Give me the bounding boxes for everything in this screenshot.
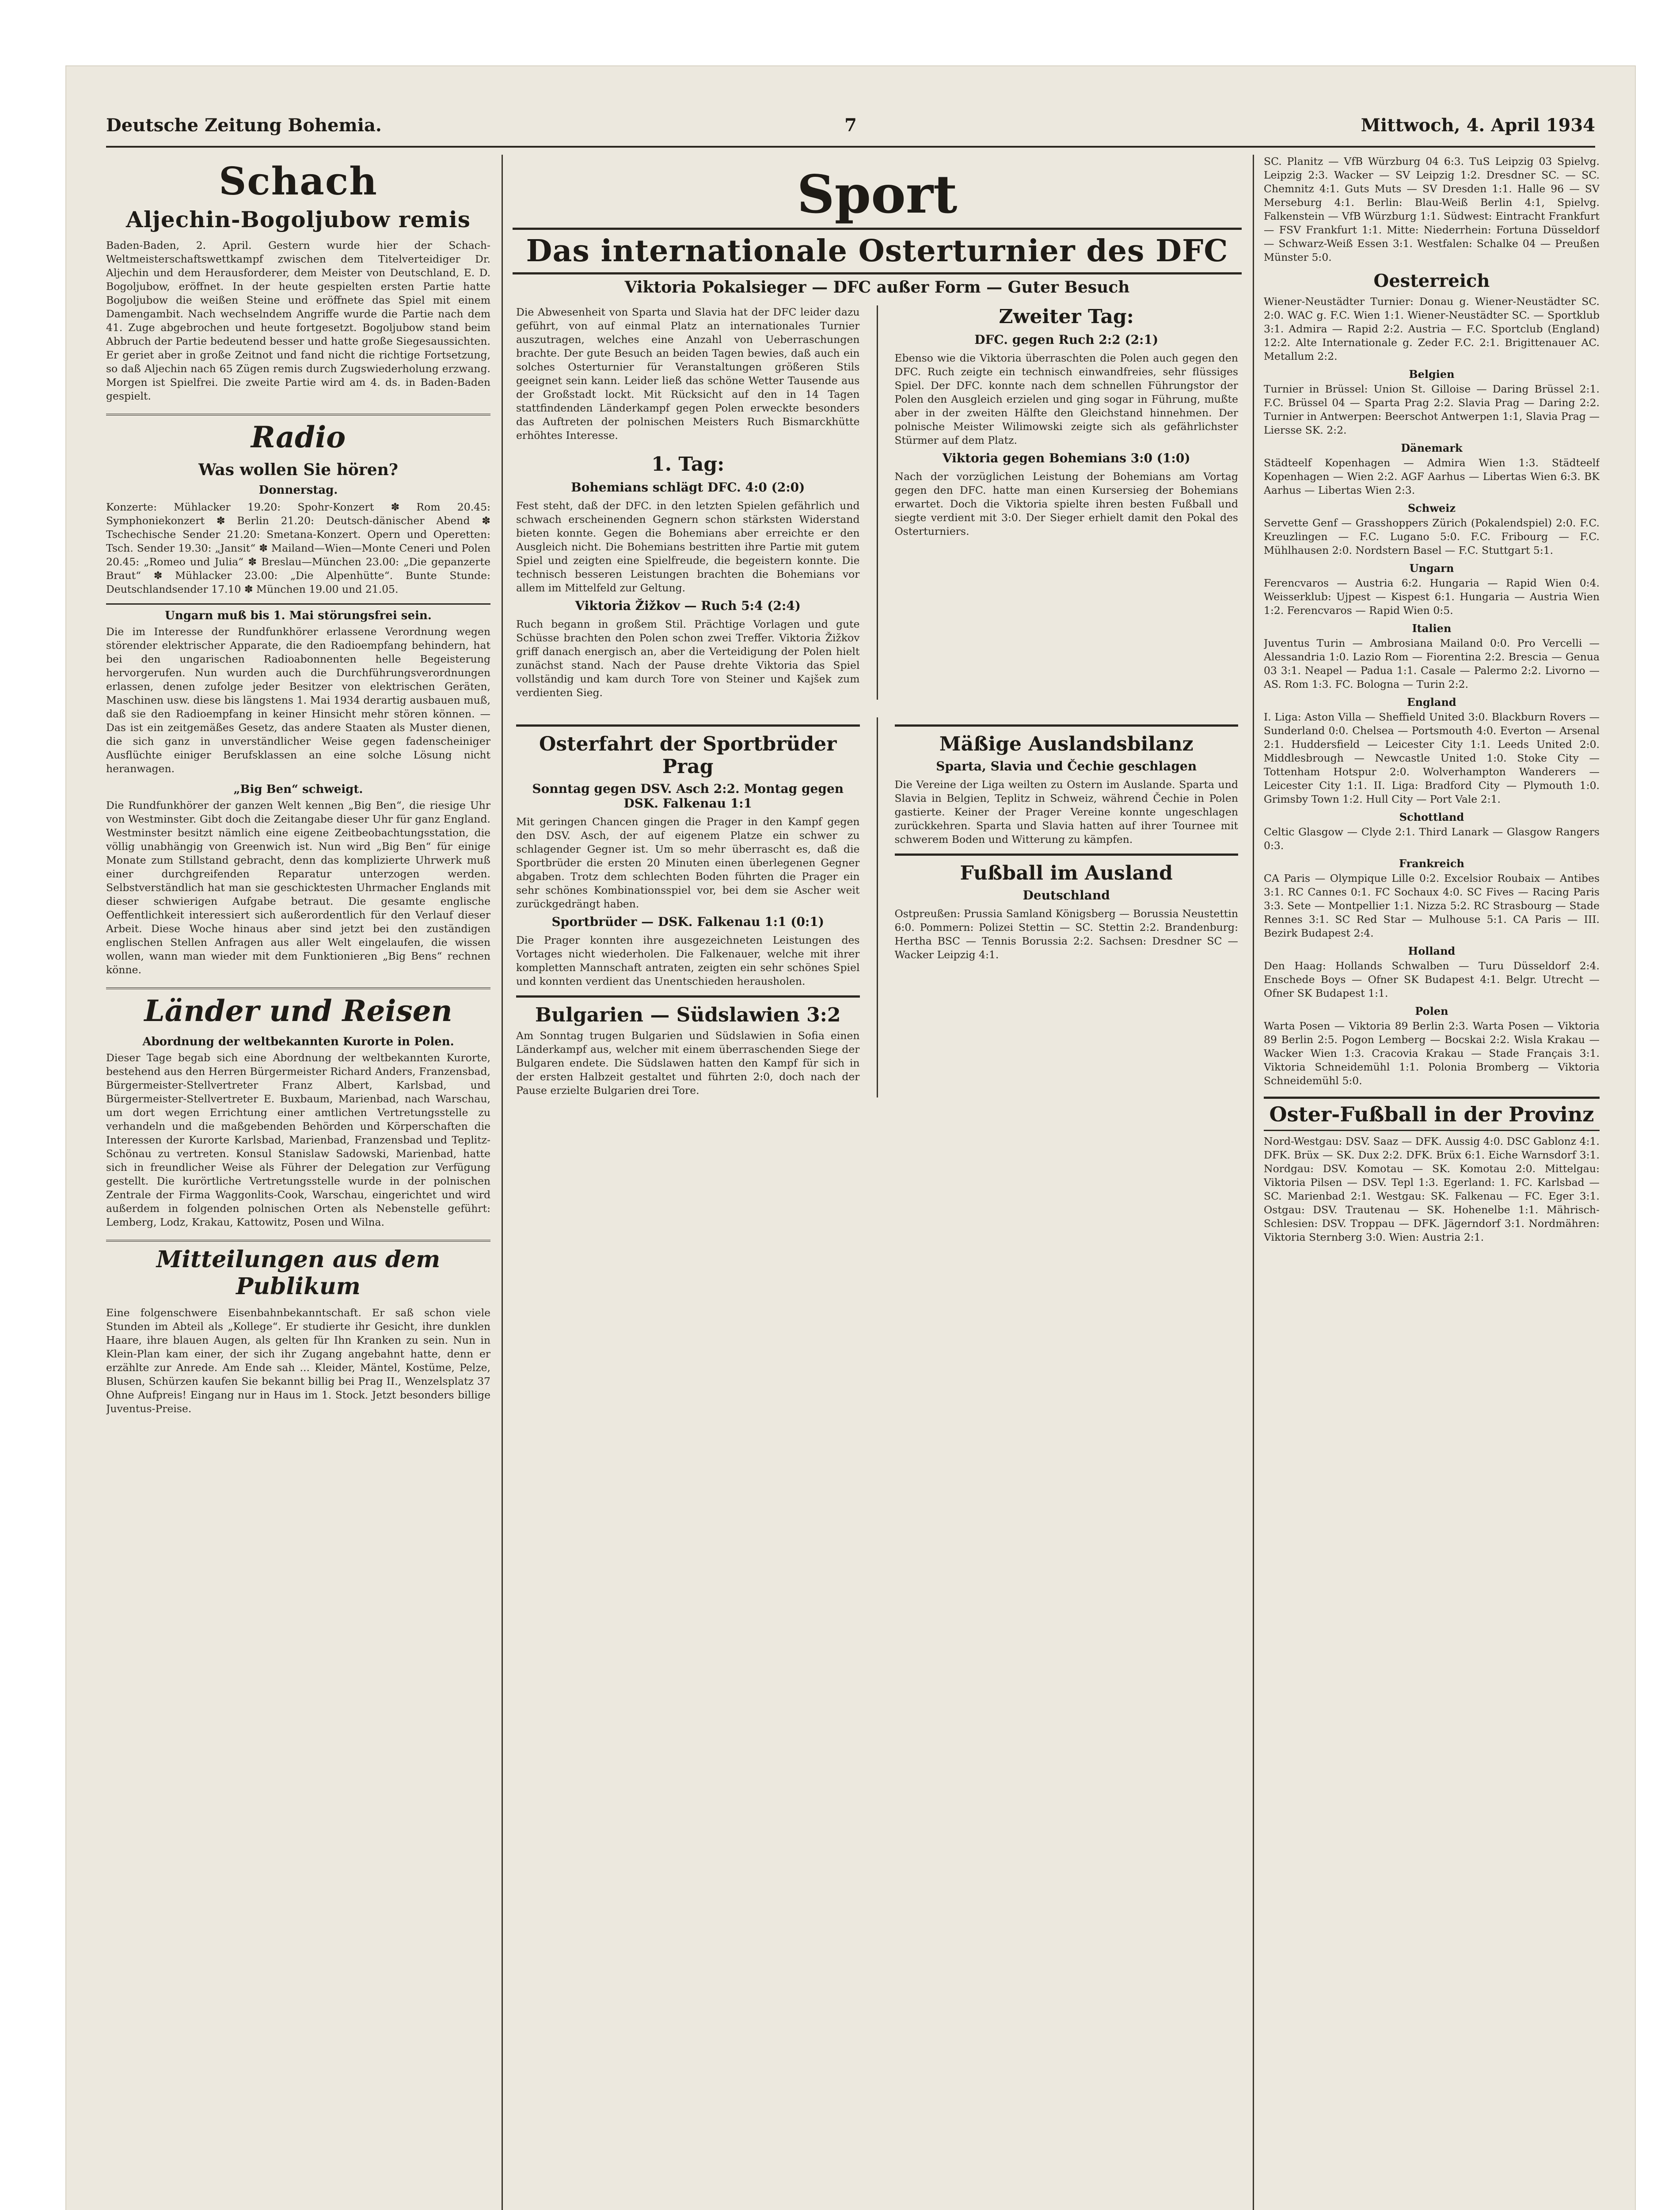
osterfahrt-headline: Osterfahrt der Sportbrüder Prag: [516, 724, 860, 778]
ziskov-match-heading: Viktoria Žižkov — Ruch 5:4 (2:4): [575, 598, 801, 613]
schottland-body: Celtic Glasgow — Clyde 2:1. Third Lanark — Glasgow Rangers 0:3.: [1264, 826, 1600, 852]
tag1-heading: 1. Tag:: [651, 453, 725, 476]
ausland-headline: Fußball im Ausland: [895, 854, 1239, 884]
belgien-heading: Belgien: [1409, 368, 1455, 381]
radio-kicker: Radio: [106, 414, 490, 454]
sport-subcolumn-rule: [877, 305, 878, 700]
viktoria-bohemians-heading: Viktoria gegen Bohemians 3:0 (1:0): [942, 451, 1190, 465]
column-rule-right: [1253, 155, 1254, 2210]
ungarn-results-body: Ferencvaros — Austria 6:2. Hungaria — Rapid Wien 0:4. Weisserklub: Ujpest — Kispest 6:1. Hungaria — Austria Wien 1:2. Ferencvaros — Rapid Wien 0:5.: [1264, 577, 1600, 617]
mitteilungen-section: [106, 1240, 490, 1416]
ungarn-results-heading: Ungarn: [1409, 562, 1454, 575]
sport-kicker: Sport: [797, 164, 958, 225]
ungarn-section: [106, 603, 490, 776]
mitteilungen-kicker: Mitteilungen aus dem Publikum: [106, 1240, 490, 1300]
polen-body: Warta Posen — Viktoria 89 Berlin 2:3. Warta Posen — Viktoria 89 Berlin 2:5. Pogon Lemberg — Bocskai 2:2. Wisla Krakau — Wacker Wien 1:3. Cracovia Krakau — Stade Français 3:1. Viktoria Schneidemühl 1:1. Polonia Bromberg — Viktoria Schneidemühl 5:0.: [1264, 1020, 1600, 1087]
oesterreich-heading: Oesterreich: [1373, 271, 1490, 291]
daenemark-heading: Dänemark: [1401, 442, 1463, 454]
ungarn-body: Die im Interesse der Rundfunkhörer erlassene Verordnung wegen störender elektrischer Apparate, die den Radioempfang behindern, hat bei den ungarischen Radioabonnenten helle Begeisterung hervorgerufen. Nun wurden auch die Durchführungsverordnungen erlassen, denen zufolge jeder Besitzer von elektrischen Geräten, Maschinen usw. diese bis längstens 1. Mai 1934 derartig ausbauen muß, daß sie den Radioempfang in keiner Hinsicht mehr stören können. — Das ist ein zeitgemäßes Gesetz, das andere Staaten als Muster dienen, die sich ganz in unverständlicher Weise gegen fadenscheiniger Ausflüchte einiger Berufsklassen an eine solche Lösung nicht heranwagen.: [106, 625, 490, 775]
polen-heading: Polen: [1415, 1005, 1448, 1017]
header-page-number: 7: [844, 115, 857, 136]
tag2-match-heading: DFC. gegen Ruch 2:2 (2:1): [974, 332, 1159, 347]
sport-lower-left: [513, 717, 863, 1097]
italien-heading: Italien: [1412, 622, 1452, 635]
schach-section: [106, 159, 490, 403]
radio-section: [106, 414, 490, 596]
tag1-body: Fest steht, daß der DFC. in den letzten Spielen gefährlich und schwach erscheinenden Gegnern schon stärksten Widerstand bieten konnte. Gegen die Bohemians aber erreichte er den Ausgleich nicht. Die Bohemians bestritten ihre Partie mit gutem Spiel und zeigten eine Spielfreude, die begeistern konnte. Die technisch besseren Leistungen brachten die Bohemians vor allem im Mittelfeld zur Geltung.: [516, 499, 860, 594]
bigben-body: Die Rundfunkhörer der ganzen Welt kennen „Big Ben“, die riesige Uhr von Westminster. Gibt doch die Zeitangabe dieser Uhr für ganz England. Westminster besitzt nämlich eine eigene Zeitbeobachtungsstation, die völlig unabhängig von Greenwich ist. Nun wird „Big Ben“ für einige Monate zum Stillstand gebracht, denn das komplizierte Uhrwerk muß einer durchgreifenden Reparatur unterzogen werden. Selbstverständlich hat man sie geschicktesten Uhrmacher Englands mit dieser schwierigen Aufgabe betraut. Die gesamte englische Oeffentlichkeit interessiert sich außerordentlich für den Verlauf dieser Arbeit. Diese Woche hinaus aber sind jetzt bei den zuständigen englischen Stellen Anfragen aus aller Welt eingelaufen, die wissen wollen, wann man wieder mit dem Funktionieren „Big Bens“ rechnen könne.: [106, 799, 490, 976]
laender-kicker: Länder und Reisen: [106, 987, 490, 1028]
header-rule: [106, 146, 1595, 148]
osterfahrt-subheadline: Sonntag gegen DSV. Asch 2:2. Montag gegen DSK. Falkenau 1:1: [532, 781, 844, 811]
tag1-match-heading: Bohemians schlägt DFC. 4:0 (2:0): [571, 480, 805, 495]
bigben-headline: „Big Ben“ schweigt.: [233, 783, 363, 796]
holland-heading: Holland: [1408, 945, 1456, 957]
mitteilungen-body: Eine folgenschwere Eisenbahnbekanntschaft. Er saß schon viele Stunden im Abteil als „Kollege“. Er studierte ihr Gesicht, ihre dunklen Haare, ihre blauen Augen, als gelten für Ihn Kranken zu sein. Nun in Klein-Plan kam einer, der sich ihr Zugang angebahnt hatte, denn er erzählte zur Anrede. Am Ende sah ... Kleider, Mäntel, Kostüme, Pelze, Blusen, Schürzen kaufen Sie bekannt billig bei Prag II., Wenzelsplatz 37 Ohne Aufpreis! Eingang nur in Haus im 1. Stock. Jetzt besonders billige Juventus-Preise.: [106, 1307, 490, 1415]
england-heading: England: [1407, 696, 1456, 709]
tag2-body: Ebenso wie die Viktoria überraschten die Polen auch gegen den DFC. Ruch zeigte ein technisch einwandfreies, sehr flüssiges Spiel. Der DFC. konnte nach dem schnellen Führungstor der Polen den Ausgleich erzielen und ging sogar in Führung, mußte aber in der zweiten Hälfte den Gleichstand hinnehmen. Der polnische Meister Wilimowski zeigte sich als gefährlichster Stürmer auf dem Platz.: [894, 352, 1238, 446]
header-masthead: Deutsche Zeitung Bohemia.: [106, 115, 382, 136]
schottland-heading: Schottland: [1399, 811, 1464, 823]
schweiz-body: Servette Genf — Grasshoppers Zürich (Pokalendspiel) 2:0. F.C. Kreuzlingen — F.C. Lugano 5:0. F.C. Fribourg — F.C. Mühlhausen 2:0. Nordstern Basel — F.C. Stuttgart 5:1.: [1264, 517, 1600, 556]
schach-kicker: Schach: [219, 159, 378, 204]
sport-subcolumn-left: [513, 305, 863, 700]
schweiz-heading: Schweiz: [1407, 502, 1456, 514]
right-column: [1264, 155, 1600, 2210]
radio-body: Konzerte: Mühlacker 19.20: Spohr-Konzert ✽ Rom 20.45: Symphoniekonzert ✽ Berlin 21.20: Deutsch-dänischer Abend ✽ Tschechische Sender 21.20: Smetana-Konzert. Opern und Operetten: Tsch. Sender 19.30: „Jansit“ ✽ Mailand—Wien—Monte Ceneri und Polen 20.45: „Romeo und Julia“ ✽ Breslau—München 23.00: „Die gepanzerte Braut“ ✽ Mühlacker 23.00: „Die Alpenhütte“. Bunte Stunde: Deutschlandsender 17.10 ✽ München 19.00 und 21.05.: [106, 501, 490, 595]
sport-banner-subheadline: Viktoria Pokalsieger — DFC außer Form — Guter Besuch: [624, 278, 1130, 297]
laender-body: Dieser Tage begab sich eine Abordnung der weltbekannten Kurorte, bestehend aus den Herren Bürgermeister Richard Anders, Franzensbad, Bürgermeister-Stellvertreter Franz Albert, Karlsbad, und Bürgermeister-Stellvertreter E. Buxbaum, Marienbad, nach Warschau, um dort wegen Errichtung einer amtlichen Vertretungsstelle zu verhandeln und die maßgebenden Behörden und Körperschaften die Interessen der Kurorte Karlsbad, Marienbad, Franzensbad und Teplitz-Schönau zu vertreten. Konsul Stanislaw Sadowski, Marienbad, hatte sich in freundlicher Weise als Führer der Delegation zur Verfügung gestellt. Die kurörtliche Vertretungsstelle wurde in der polnischen Zentrale der Firma Waggonlits-Cook, Warschau, eingerichtet und wird außerdem in folgenden polnischen Orten als Nebenstelle geführt: Lemberg, Lodz, Krakau, Kattowitz, Posen und Wilna.: [106, 1052, 490, 1228]
ungarn-headline: Ungarn muß bis 1. Mai störungsfrei sein.: [106, 603, 490, 622]
daenemark-body: Städteelf Kopenhagen — Admira Wien 1:3. Städteelf Kopenhagen — Wien 2:2. AGF Aarhus — Libertas Wien 6:3. BK Aarhus — Libertas Wien 2:3.: [1264, 457, 1600, 496]
sport-intro-body: Die Abwesenheit von Sparta und Slavia hat der DFC leider dazu geführt, von auf einmal Platz an internationales Turnier auszutragen, welches eine Anzahl von Ueberraschungen brachte. Der gute Besuch an beiden Tagen bewies, daß auch ein solches Osterturnier für Veranstaltungen größeren Stils geeignet sein kann. Leider ließ das schöne Wetter Tausende aus der Großstadt lockt. Mit Rücksicht auf den in 14 Tagen stattfindenden Länderkampf gegen Polen erweckte besonders das Auftreten der polnischen Meisters Ruch Bismarckhütte erhöhtes Interesse.: [516, 306, 860, 442]
oesterreich-body: Wiener-Neustädter Turnier: Donau g. Wiener-Neustädter SC. 2:0. WAC g. F.C. Wien 1:1. Wiener-Neustädter SC. — Sportklub 3:1. Admira — Rapid 2:2. Austria — F.C. Sportclub (England) 12:2. Alte Internationale g. Zeder F.C. 2:1. Brigittenauer AC. Metallum 2:2.: [1264, 295, 1600, 362]
italien-body: Juventus Turin — Ambrosiana Mailand 0:0. Pro Vercelli — Alessandria 1:0. Lazio Rom — Fiorentina 2:2. Brescia — Genua 03 3:1. Neapel — Padua 1:1. Casale — Palermo 2:2. Livorno — AS. Rom 1:3. FC. Bologna — Turin 2:2.: [1264, 637, 1600, 690]
sport-column: [513, 155, 1242, 2210]
england-body: I. Liga: Aston Villa — Sheffield United 3:0. Blackburn Rovers — Sunderland 0:0. Chelsea — Portsmouth 4:0. Everton — Arsenal 2:1. Huddersfield — Leicester City 1:1. Leeds United 2:0. Middlesbrough — Newcastle United 1:0. Stoke City — Tottenham Hotspur 2:0. Wolverhampton Wanderers — Leicester City 1:1. II. Liga: Bradford City — Plymouth 1:0. Grimsby Town 1:2. Hull City — Port Vale 2:1.: [1264, 711, 1600, 805]
sport-subcolumn-right: [891, 305, 1242, 700]
belgien-body: Turnier in Brüssel: Union St. Gilloise — Daring Brüssel 2:1. F.C. Brüssel 04 — Sparta Prag 2:2. Slavia Prag — Daring 2:2. Turnier in Antwerpen: Beerschot Antwerpen 1:1, Slavia Prag — Liersse SK. 2:2.: [1264, 383, 1600, 436]
bilanz-subheadline: Sparta, Slavia und Čechie geschlagen: [936, 759, 1197, 774]
header-date: Mittwoch, 4. April 1934: [1361, 115, 1595, 136]
running-header: [106, 115, 1595, 146]
viktoria-bohemians-body: Nach der vorzüglichen Leistung der Bohemians am Vortag gegen den DFC. hatte man einen Kursersieg der Bohemians erwartet. Doch die Viktoria spielte ihren besten Fußball und siegte verdient mit 3:0. Der Sieger erhielt damit den Pokal des Osterturniers.: [894, 470, 1238, 537]
provinz-body: Nord-Westgau: DSV. Saaz — DFK. Aussig 4:0. DSC Gablonz 4:1. DFK. Brüx — SK. Dux 2:2. DFK. Brüx 6:1. Eiche Warnsdorf 3:1. Nordgau: DSV. Komotau — SK. Komotau 2:0. Mittelgau: Viktoria Pilsen — DSV. Tepl 1:3. Egerland: 1. FC. Karlsbad — SC. Marienbad 2:1. Westgau: SK. Falkenau — FC. Eger 3:1. Ostgau: DSV. Trautenau — SK. Hohenelbe 1:1. Mährisch-Schlesien: DSV. Troppau — DFK. Jägerndorf 3:1. Nordmähren: Viktoria Sternberg 3:0. Wien: Austria 2:1.: [1264, 1135, 1600, 1243]
ausland-section-label: Deutschland: [1022, 888, 1110, 903]
laender-headline: Abordnung der weltbekannten Kurorte in Polen.: [142, 1035, 454, 1048]
bigben-section: [106, 783, 490, 977]
bilanz-headline: Mäßige Auslandsbilanz: [895, 724, 1239, 755]
radio-day: Donnerstag.: [258, 484, 338, 497]
schach-body: Baden-Baden, 2. April. Gestern wurde hier der Schach-Weltmeisterschaftswettkampf zwischen dem Titelverteidiger Dr. Aljechin und dem Herausforderer, dem Meister von Deutschland, E. D. Bogoljubow, eröffnet. In der heute gespielten ersten Partie hatte Bogoljubow die weißen Steine und eröffnete das Spiel mit einem Damengambit. Nach wechselndem Angriffe wurde die Partie nach dem 41. Zuge abgebrochen und heute fortgesetzt. Bogoljubow stand beim Abbruch der Partie bedeutend besser und hatte große Siegesaussichten. Er geriet aber in große Zeitnot und fand nicht die richtige Fortsetzung, so daß Aljechin nach 65 Zügen remis durch Zugswiederholung erzwang. Morgen ist Spielfrei. Die zweite Partie wird am 4. ds. in Baden-Baden gespielt.: [106, 239, 490, 402]
frankreich-heading: Frankreich: [1399, 857, 1464, 870]
bilanz-body: Die Vereine der Liga weilten zu Ostern im Auslande. Sparta und Slavia in Belgien, Teplitz in Schweiz, während Čechie in Polen gastierte. Keiner der Prager Vereine konnte ungeschlagen zurückkehren. Sparta und Slavia hatten auf ihrer Tournee mit schwerem Boden und Witterung zu kämpfen.: [894, 778, 1238, 846]
bulgarien-body: Am Sonntag trugen Bulgarien und Südslawien in Sofia einen Länderkampf aus, welcher mit einem überraschenden Siege der Bulgaren endete. Die Südslawen hatten den Kampf für sich in der ersten Halbzeit gestaltet und führten 2:0, doch nach der Pause erzielte Bulgarien drei Tore.: [516, 1029, 860, 1097]
sport-lower-rule: [877, 717, 878, 1097]
sport-banner-headline: Das internationale Osterturnier des DFC: [513, 228, 1242, 274]
sport-lower-columns: [513, 717, 1242, 1097]
left-column: [106, 155, 490, 2210]
results-intro: SC. Planitz — VfB Würzburg 04 6:3. TuS Leipzig 03 Spielvg. Leipzig 2:3. Wacker — SV Leipzig 1:2. Dresdner SC. — SC. Chemnitz 4:1. Guts Muts — SV Dresden 1:1. Halle 96 — SV Merseburg 4:1. Berlin: Blau-Weiß Berlin 4:1, Spielvg. Falkenstein — VfB Würzburg 1:1. Südwest: Eintracht Frankfurt — FSV Frankfurt 1:1. Mitte: Niederrhein: Fortuna Düsseldorf — Schwarz-Weiß Essen 3:1. Westfalen: Schalke 04 — Preußen Münster 5:0.: [1264, 155, 1600, 263]
ziskov-body: Ruch begann in großem Stil. Prächtige Vorlagen und gute Schüsse brachten den Polen schon zwei Treffer. Viktoria Žižkov griff danach energisch an, aber die Verteidigung der Polen hielt zunächst stand. Nach der Pause drehte Viktoria das Spiel vollständig und kam durch Tore von Steiner und Kajšek zum verdienten Sieg.: [516, 618, 860, 699]
tag2-heading: Zweiter Tag:: [999, 305, 1134, 328]
bulgarien-headline: Bulgarien — Südslawien 3:2: [516, 995, 860, 1026]
provinz-headline: Oster-Fußball in der Provinz: [1264, 1097, 1600, 1131]
frankreich-body: CA Paris — Olympique Lille 0:2. Excelsior Roubaix — Antibes 3:1. RC Cannes 0:1. FC Sochaux 4:0. SC Fives — Racing Paris 3:3. Sete — Montpellier 1:1. Nizza 5:2. RC Strasbourg — Stade Rennes 3:1. SC Red Star — Mulhouse 5:1. CA Paris — III. Bezirk Budapest 2:4.: [1264, 872, 1600, 939]
laender-section: [106, 987, 490, 1229]
schach-headline: Aljechin-Bogoljubow remis: [126, 206, 471, 232]
sport-upper-columns: [513, 305, 1242, 700]
osterfahrt-match2-heading: Sportbrüder — DSK. Falkenau 1:1 (0:1): [551, 914, 825, 929]
sport-lower-right: [891, 717, 1242, 1097]
ausland-body: Ostpreußen: Prussia Samland Königsberg — Borussia Neustettin 6:0. Pommern: Polizei Stettin — SC. Stettin 2:2. Brandenburg: Hertha BSC — Tennis Borussia 2:2. Sachsen: Dresdner SC — Wacker Leipzig 4:1.: [894, 907, 1238, 961]
column-rule-left: [502, 155, 503, 2210]
osterfahrt-body2: Die Prager konnten ihre ausgezeichneten Leistungen des Vortages nicht wiederholen. Die Falkenauer, welche mit ihrer kompletten Mannschaft antraten, zeigten ein sehr schönes Spiel und konnten verdient das Unentschieden herausholen.: [516, 934, 860, 987]
osterfahrt-body: Mit geringen Chancen gingen die Prager in den Kampf gegen den DSV. Asch, der auf eigenem Platze ein schwer zu schlagender Gegner ist. Um so mehr überrascht es, daß die Sportbrüder die ersten 20 Minuten einen überlegenen Gegner abgaben. Trotz dem schlechten Boden führten die Prager ein sehr schönes Kombinationsspiel vor, bei dem sie Ascher weit zurückgedrängt haben.: [516, 815, 860, 910]
newspaper-page: [66, 66, 1635, 2210]
holland-body: Den Haag: Hollands Schwalben — Turu Düsseldorf 2:4. Enschede Boys — Ofner SK Budapest 4:1. Belgr. Utrecht — Ofner SK Budapest 1:1.: [1264, 960, 1600, 999]
radio-headline: Was wollen Sie hören?: [198, 461, 398, 479]
